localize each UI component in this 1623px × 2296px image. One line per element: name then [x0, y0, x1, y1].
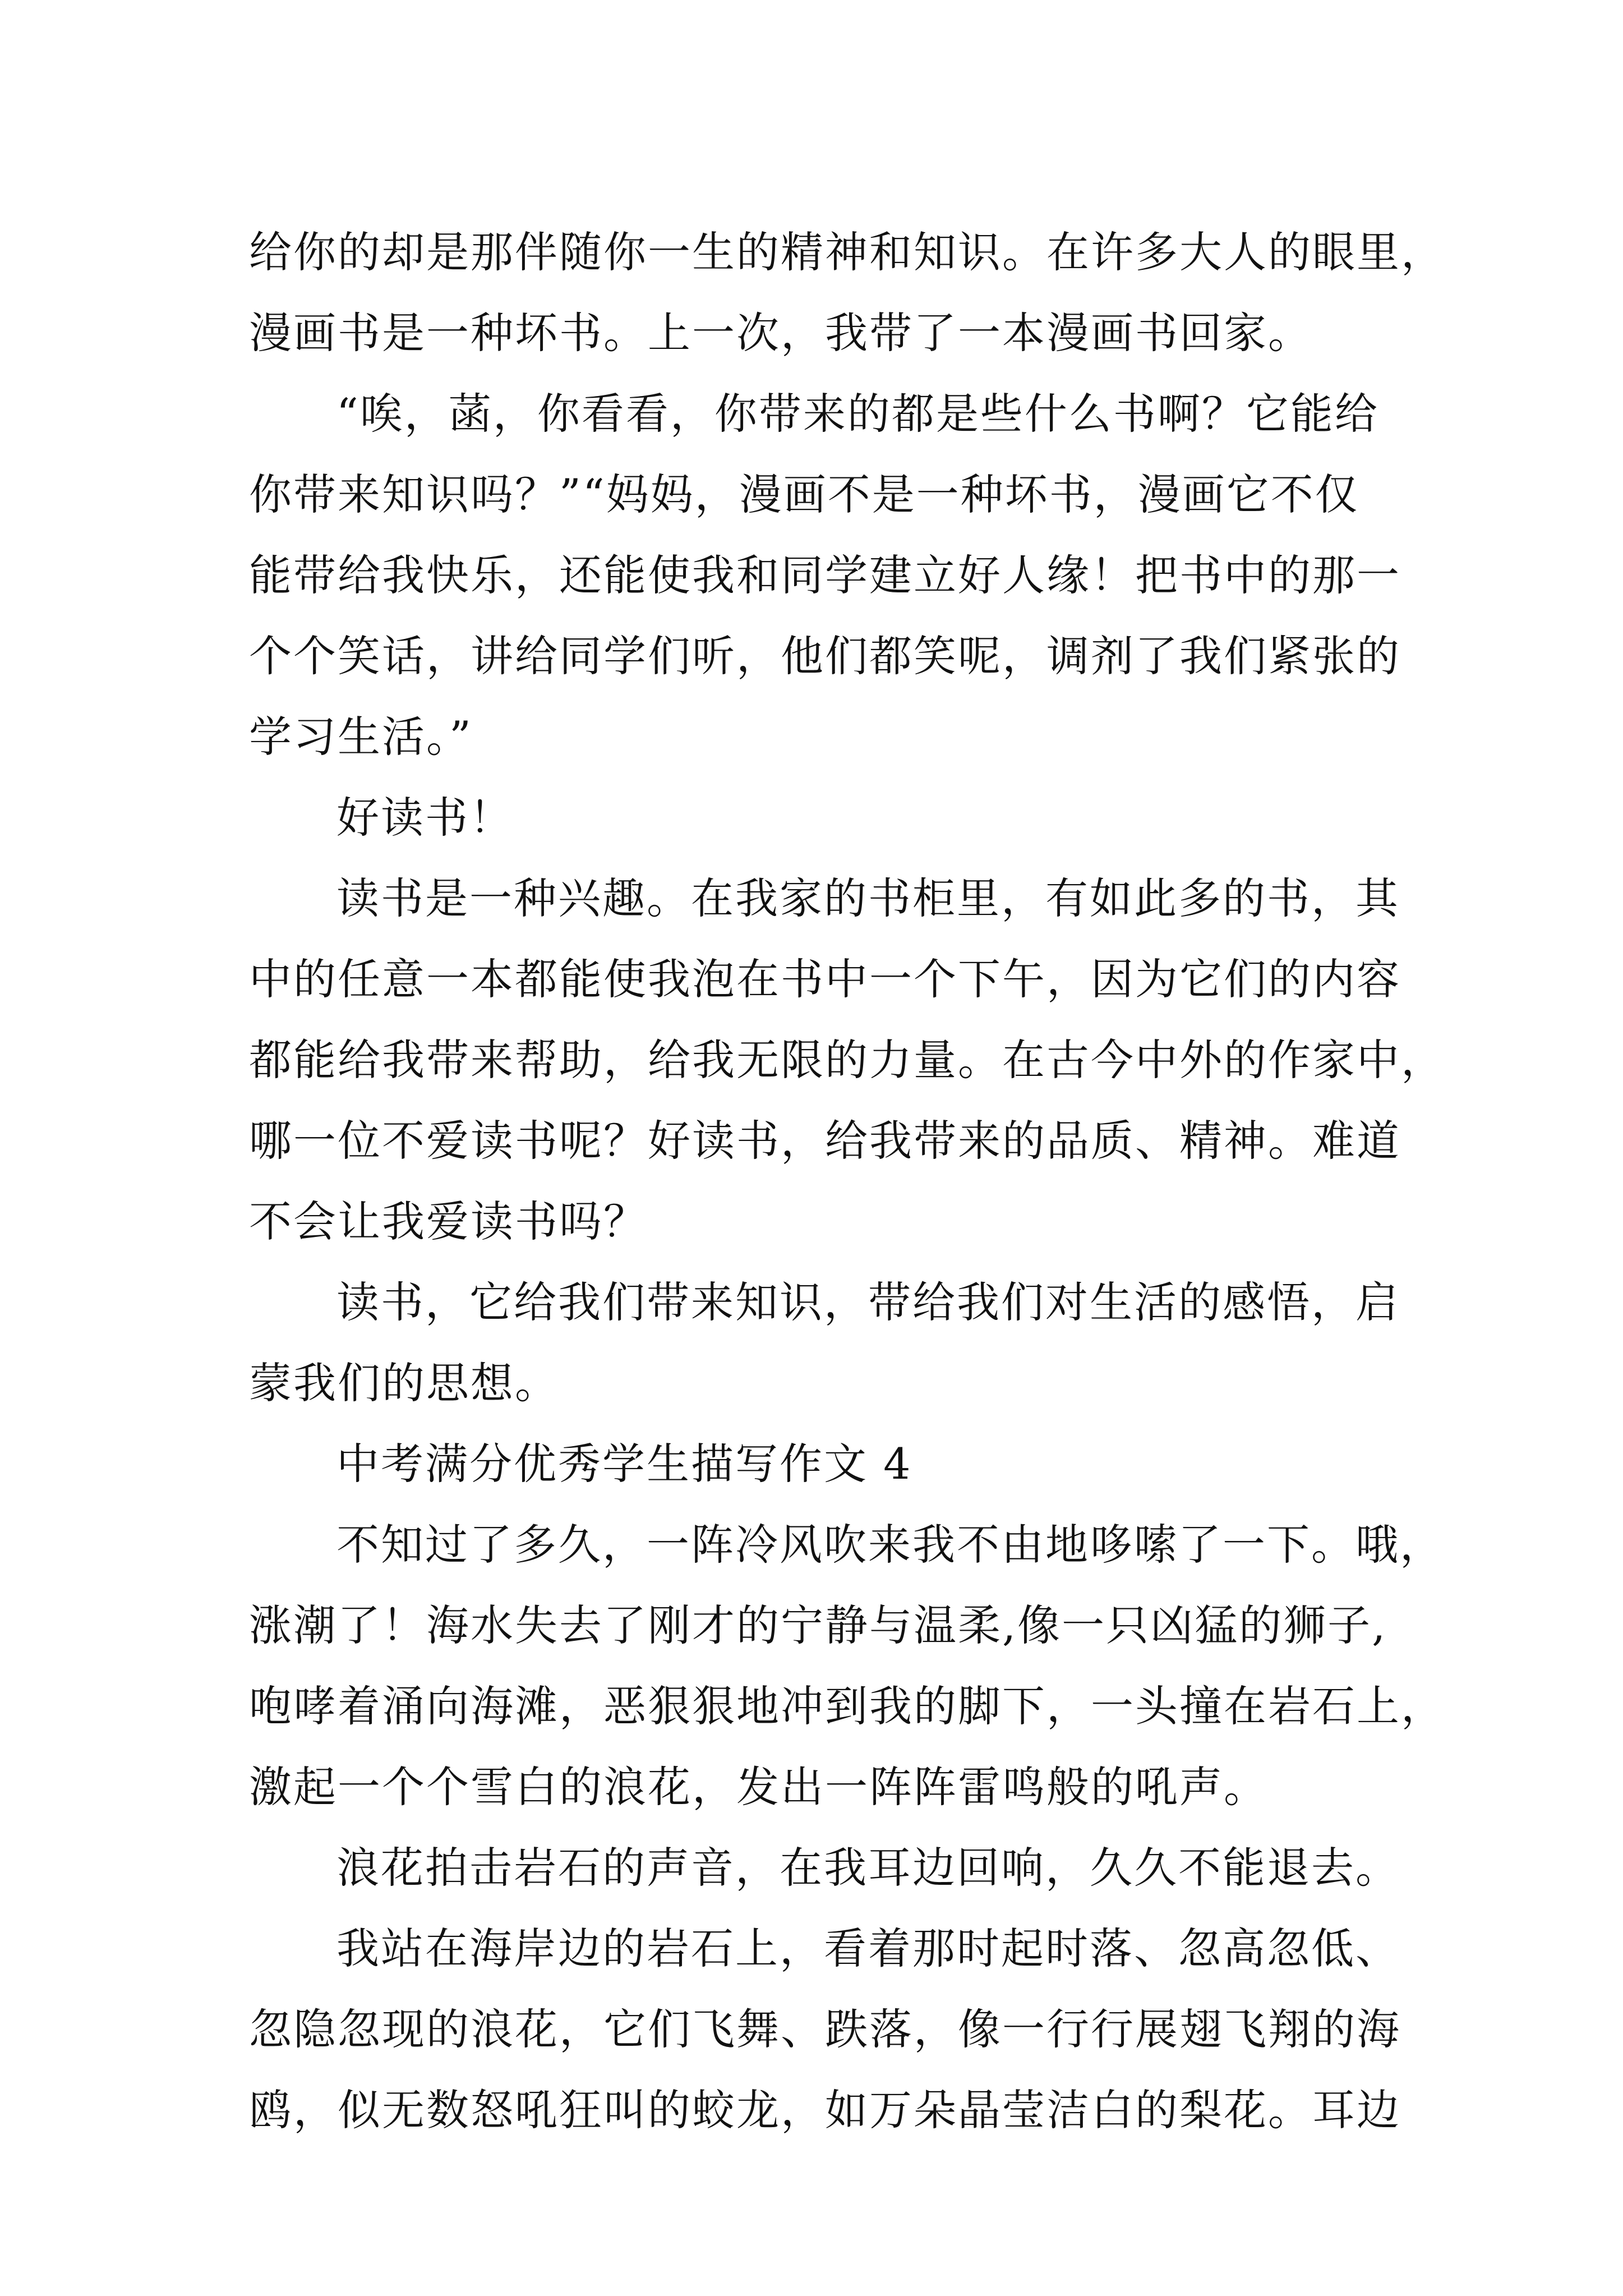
text-line: 给你的却是那伴随你一生的精神和知识。在许多大人的眼里， — [249, 227, 1445, 277]
text-line: 不知过了多久，一阵冷风吹来我不由地哆嗦了一下。哦， — [336, 1520, 1444, 1570]
text-line: 涨潮了！海水失去了刚才的宁静与温柔,像一只凶猛的狮子, — [249, 1600, 1387, 1650]
section-heading: 中考满分优秀学生描写作文 4 — [336, 1439, 912, 1489]
text-line: 咆哮着涌向海滩，恶狠狠地冲到我的脚下，一头撞在岩石上， — [249, 1681, 1445, 1731]
text-line: 好读书！ — [336, 793, 514, 843]
text-line: 你带来知识吗？”“妈妈，漫画不是一种坏书，漫画它不仅 — [249, 470, 1359, 519]
text-line: 都能给我带来帮助，给我无限的力量。在古今中外的作家中， — [249, 1035, 1445, 1085]
text-line: 忽隐忽现的浪花，它们飞舞、跌落，像一行行展翅飞翔的海 — [249, 2004, 1401, 2054]
text-line: 浪花拍击岩石的声音，在我耳边回响，久久不能退去。 — [336, 1843, 1400, 1893]
text-line: 激起一个个雪白的浪花，发出一阵阵雷鸣般的吼声。 — [249, 1762, 1268, 1812]
text-line: 鸥，似无数怒吼狂叫的蛟龙，如万朵晶莹洁白的梨花。耳边 — [249, 2085, 1401, 2135]
text-line: 学习生活。” — [249, 712, 473, 762]
text-line: 能带给我快乐，还能使我和同学建立好人缘！把书中的那一 — [249, 550, 1401, 600]
text-line: 个个笑话，讲给同学们听，他们都笑呢，调剂了我们紧张的 — [249, 631, 1401, 681]
text-line: 哪一位不爱读书呢？好读书，给我带来的品质、精神。难道 — [249, 1116, 1401, 1166]
text-line: 漫画书是一种坏书。上一次，我带了一本漫画书回家。 — [249, 308, 1312, 358]
text-line: 读书，它给我们带来知识，带给我们对生活的感悟，启 — [336, 1277, 1400, 1327]
text-line: 蒙我们的思想。 — [249, 1358, 559, 1408]
text-line: 不会让我爱读书吗？ — [249, 1197, 648, 1246]
text-line: 读书是一种兴趣。在我家的书柜里，有如此多的书，其 — [336, 873, 1400, 923]
text-line: 我站在海岸边的岩石上，看着那时起时落、忽高忽低、 — [336, 1924, 1400, 1973]
text-line: “唉，菡，你看看，你带来的都是些什么书啊？它能给 — [336, 389, 1379, 439]
text-line: 中的任意一本都能使我泡在书中一个下午，因为它们的内容 — [249, 954, 1401, 1004]
